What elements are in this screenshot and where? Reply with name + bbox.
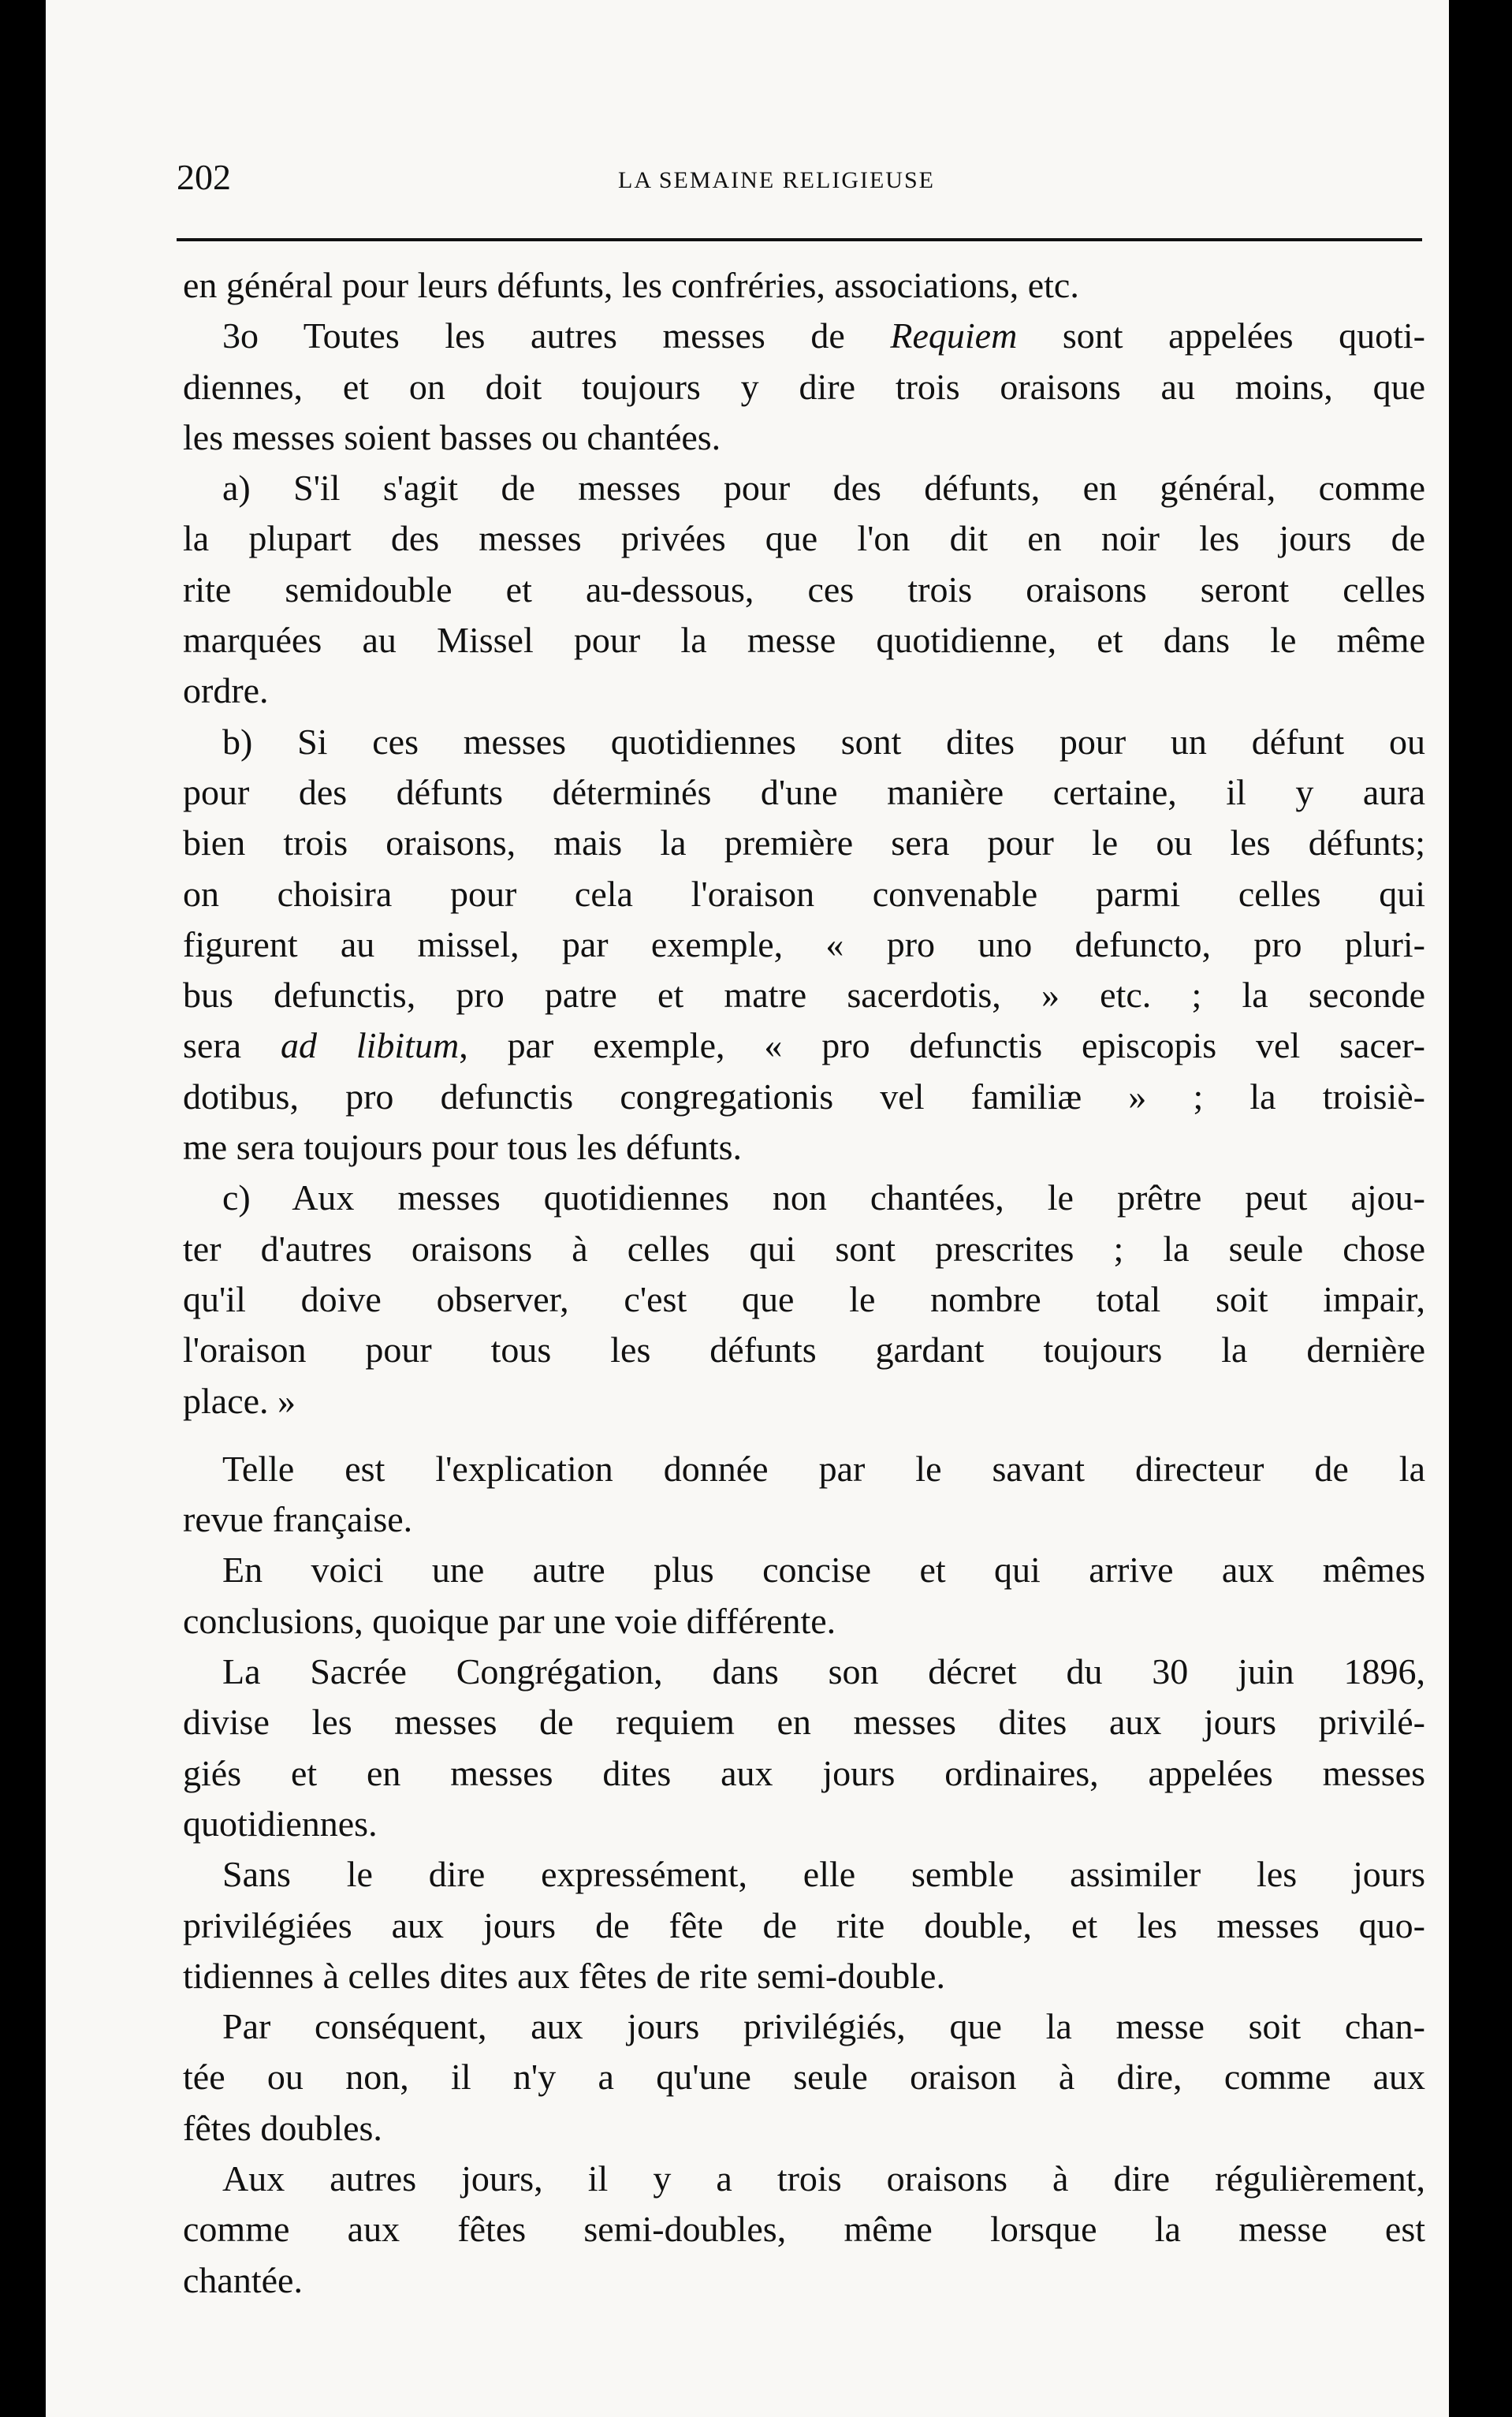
page-header [177, 156, 1422, 203]
text-line: ter d'autres oraisons à celles qui sont prescrites ; la seule chose [183, 1228, 1425, 1269]
text-line: pour des défunts déterminés d'une manière certaine, il y aura [183, 771, 1425, 812]
text-line: chantée. [183, 2259, 303, 2300]
text-line: tidiennes à celles dites aux fêtes de rite semi-double. [183, 1955, 945, 1996]
text-line: Par conséquent, aux jours privilégiés, que la messe soit chan- [222, 2006, 1425, 2047]
text-line: b) Si ces messes quotidiennes sont dites pour un défunt ou [222, 721, 1425, 762]
text-line [183, 311, 1425, 361]
text-span: sera [183, 1025, 281, 1066]
text-span-italic: ad libitum [280, 1025, 460, 1066]
text-line: les messes soient basses ou chantées. [183, 416, 721, 457]
body-text [183, 260, 1425, 2306]
text-line: La Sacrée Congrégation, dans son décret du 30 juin 1896, [222, 1651, 1425, 1692]
text-span-italic: Requiem [890, 315, 1018, 356]
text-line: marquées au Missel pour la messe quotidienne, et dans le même [183, 620, 1425, 661]
text-line: tée ou non, il n'y a qu'une seule oraison à dire, comme aux [183, 2057, 1425, 2098]
text-line: quotidiennes. [183, 1803, 378, 1844]
text-line: fêtes doubles. [183, 2107, 382, 2148]
text-line: qu'il doive observer, c'est que le nombre total soit impair, [183, 1278, 1425, 1319]
text-line: dotibus, pro defunctis congregationis vel familiæ » ; la troisiè- [183, 1076, 1425, 1117]
text-line: c) Aux messes quotidiennes non chantées, le prêtre peut ajou- [222, 1177, 1425, 1218]
text-line: bien trois oraisons, mais la première sera pour le ou les défunts; [183, 822, 1425, 863]
text-span: , par exemple, « pro defunctis episcopis vel sacer- [459, 1025, 1426, 1066]
text-line: bus defunctis, pro patre et matre sacerdotis, » etc. ; la seconde [183, 975, 1425, 1016]
page-edge-shadow [1449, 0, 1480, 2417]
text-line: en général pour leurs défunts, les confréries, associations, etc. [183, 265, 1079, 305]
text-span: 3o Toutes les autres messes de [222, 315, 891, 356]
text-line: me sera toujours pour tous les défunts. [183, 1127, 743, 1168]
text-line: figurent au missel, par exemple, « pro uno defuncto, pro pluri- [183, 923, 1425, 964]
text-line [183, 1020, 1425, 1071]
page-number: 202 [177, 157, 231, 197]
text-line: diennes, et on doit toujours y dire trois oraisons au moins, que [183, 366, 1425, 407]
text-line: on choisira pour cela l'oraison convenable parmi celles qui [183, 873, 1425, 914]
text-line: comme aux fêtes semi-doubles, même lorsque la messe est [183, 2209, 1425, 2250]
text-line: conclusions, quoique par une voie différente. [183, 1600, 836, 1641]
text-line: privilégiées aux jours de fête de rite double, et les messes quo- [183, 1904, 1425, 1945]
text-line: ordre. [183, 670, 269, 711]
text-line: En voici une autre plus concise et qui arrive aux mêmes [222, 1550, 1425, 1591]
text-line: Sans le dire expressément, elle semble assimiler les jours [222, 1854, 1425, 1895]
running-title: LA SEMAINE RELIGIEUSE [618, 167, 935, 193]
text-line: Aux autres jours, il y a trois oraisons à dire régulièrement, [222, 2158, 1425, 2199]
book-page [46, 0, 1480, 2417]
text-line: l'oraison pour tous les défunts gardant toujours la dernière [183, 1330, 1425, 1371]
header-rule [177, 238, 1422, 241]
text-line: la plupart des messes privées que l'on dit en noir les jours de [183, 518, 1425, 559]
text-span: sont appelées quoti- [1017, 315, 1425, 356]
text-line: place. » [183, 1380, 296, 1421]
text-line: Telle est l'explication donnée par le savant directeur de la [222, 1448, 1425, 1489]
text-line: giés et en messes dites aux jours ordinaires, appelées messes [183, 1752, 1425, 1793]
text-line: a) S'il s'agit de messes pour des défunts, en général, comme [222, 468, 1425, 509]
text-line: divise les messes de requiem en messes dites aux jours privilé- [183, 1702, 1425, 1743]
text-line: revue française. [183, 1499, 413, 1540]
text-line: rite semidouble et au-dessous, ces trois oraisons seront celles [183, 569, 1425, 610]
paragraph-gap [183, 1427, 1425, 1444]
